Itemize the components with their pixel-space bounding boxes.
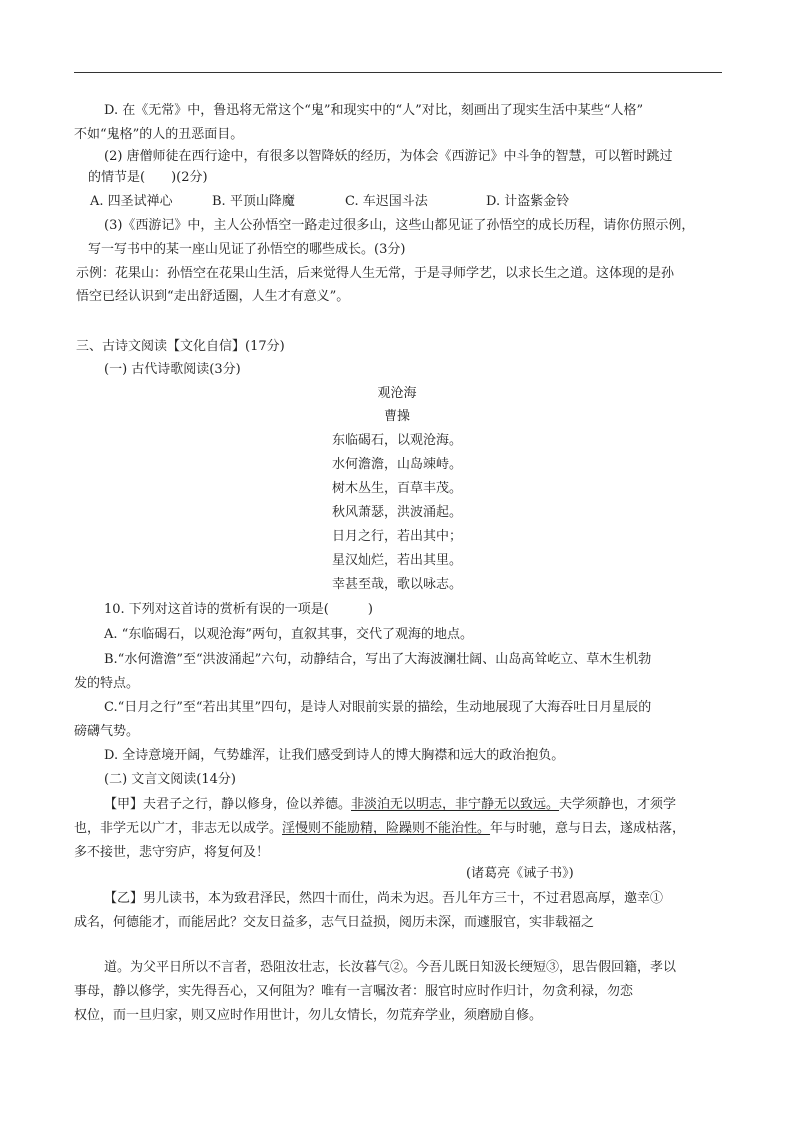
question-10: 10. 下列对这首诗的赏析有误的一项是( ) [104,602,373,617]
poem-line-3: 树木丛生，百草丰茂。 [331,481,462,496]
passage-jia-underlined-2: 淫慢则不能励精，险躁则不能治性。 [282,821,491,836]
question-10-option-b-line1: B.“水何澹澹”至“洪波涌起”六句，动静结合，写出了大海波澜壮阔、山岛高耸屹立、草木生机勃 [104,652,652,667]
passage-yi-line4: 事母，静以修学，实先得吾心，又何阻为？唯有一言嘱汝者：服官时应时作归计，勿贪利禄，勿恋 [74,984,634,999]
passage-jia-line1 [104,797,676,813]
poem-line-7: 幸甚至哉，歌以咏志。 [331,577,462,592]
passage-yi-line2: 成名，何德能才，而能居此？交友日益多，志气日益损，阅历未深，而遽服官，实非载福之 [74,915,595,930]
passage-jia-source: (诸葛亮《诫子书》) [466,866,574,881]
question-3-line2: 写一写书中的某一座山见证了孙悟空的哪些成长。(3分) [88,242,406,257]
poem-line-1: 东临碣石，以观沧海。 [331,433,462,448]
q-option-d-line1: D. 在《无常》中，鲁迅将无常这个“鬼”和现实中的“人”对比，刻画出了现实生活中某些“人格” [104,103,644,118]
question-10-option-c-line2: 磅礴气势。 [74,724,140,739]
question-2-option-c: C. 车迟国斗法 [345,194,428,209]
passage-yi-line5: 权位，而一旦归家，则又应时作用世计，勿儿女情长，勿荒弃学业，须磨励自修。 [74,1008,543,1023]
passage-jia-line2-text-b: 年与时驰，意与日去，遂成枯落， [490,821,686,836]
example-line2: 悟空已经认识到“走出舒适圈，人生才有意义”。 [76,289,350,304]
poem-line-4: 秋风萧瑟，洪波涌起。 [331,505,462,520]
passage-jia-line2 [74,821,685,837]
section-3-heading: 三、古诗文阅读【文化自信】(17分) [76,339,285,354]
poem-line-5: 日月之行，若出其中； [331,529,462,544]
question-10-option-a: A. “东临碣石，以观沧海”两句，直叙其事，交代了观海的地点。 [104,627,473,642]
example-line1: 示例：花果山：孙悟空在花果山生活，后来觉得人生无常，于是寻师学艺，以求长生之道。这体现的是孙 [76,266,675,281]
question-10-option-c-line1: C.“日月之行”至“若出其里”四句，是诗人对眼前实景的描绘，生动地展现了大海吞吐日月星辰的 [104,700,652,715]
passage-yi-line1: 【乙】男儿读书，本为致君泽民，然四十而仕，尚未为迟。吾儿年方三十，不过君恩高厚，邀幸① [104,891,664,906]
question-2-option-d: D. 计盗紫金铃 [486,194,570,209]
question-2-option-b: B. 平顶山降魔 [212,194,295,209]
question-3-line1: (3)《西游记》中，主人公孙悟空一路走过很多山，这些山都见证了孙悟空的成长历程，请你仿照示例， [104,218,695,233]
poem-title: 观沧海 [377,386,417,401]
passage-jia-line3: 多不接世，悲守穷庐，将复何及！ [74,845,270,860]
passage-yi-line3: 道。为父平日所以不言者，恐阻汝壮志，长汝暮气②。今吾儿既日知汲长绠短③，思告假回籍，孝以 [104,960,677,975]
subsection-2-heading: (二) 文言文阅读(14分) [104,772,236,787]
header-rule [74,72,722,73]
subsection-1-heading: (一) 古代诗歌阅读(3分) [104,362,241,377]
question-10-option-d: D. 全诗意境开阔，气势雄浑，让我们感受到诗人的博大胸襟和远大的政治抱负。 [104,748,565,763]
poem-author: 曹操 [383,409,410,424]
passage-jia-line1-text-a: 【甲】夫君子之行，静以修身，俭以养德。 [104,797,352,812]
poem-line-2: 水何澹澹，山岛竦峙。 [331,457,462,472]
passage-jia-underlined-1: 非淡泊无以明志，非宁静无以致远。 [351,797,560,812]
passage-jia-line1-text-b: 夫学须静也，才须学 [559,797,677,812]
question-2-line1: (2) 唐僧师徒在西行途中，有很多以智降妖的经历，为体会《西游记》中斗争的智慧，可以暂时跳过 [104,149,673,164]
q-option-d-line2: 不如“鬼格”的人的丑恶面目。 [74,127,244,142]
question-10-option-b-line2: 发的特点。 [74,676,140,691]
question-2-option-a: A. 四圣试禅心 [90,194,173,209]
passage-jia-line2-text-a: 也，非学无以广才，非志无以成学。 [74,821,283,836]
poem-line-6: 星汉灿烂，若出其里。 [331,553,462,568]
question-2-line2: 的情节是( )(2分) [88,170,208,185]
